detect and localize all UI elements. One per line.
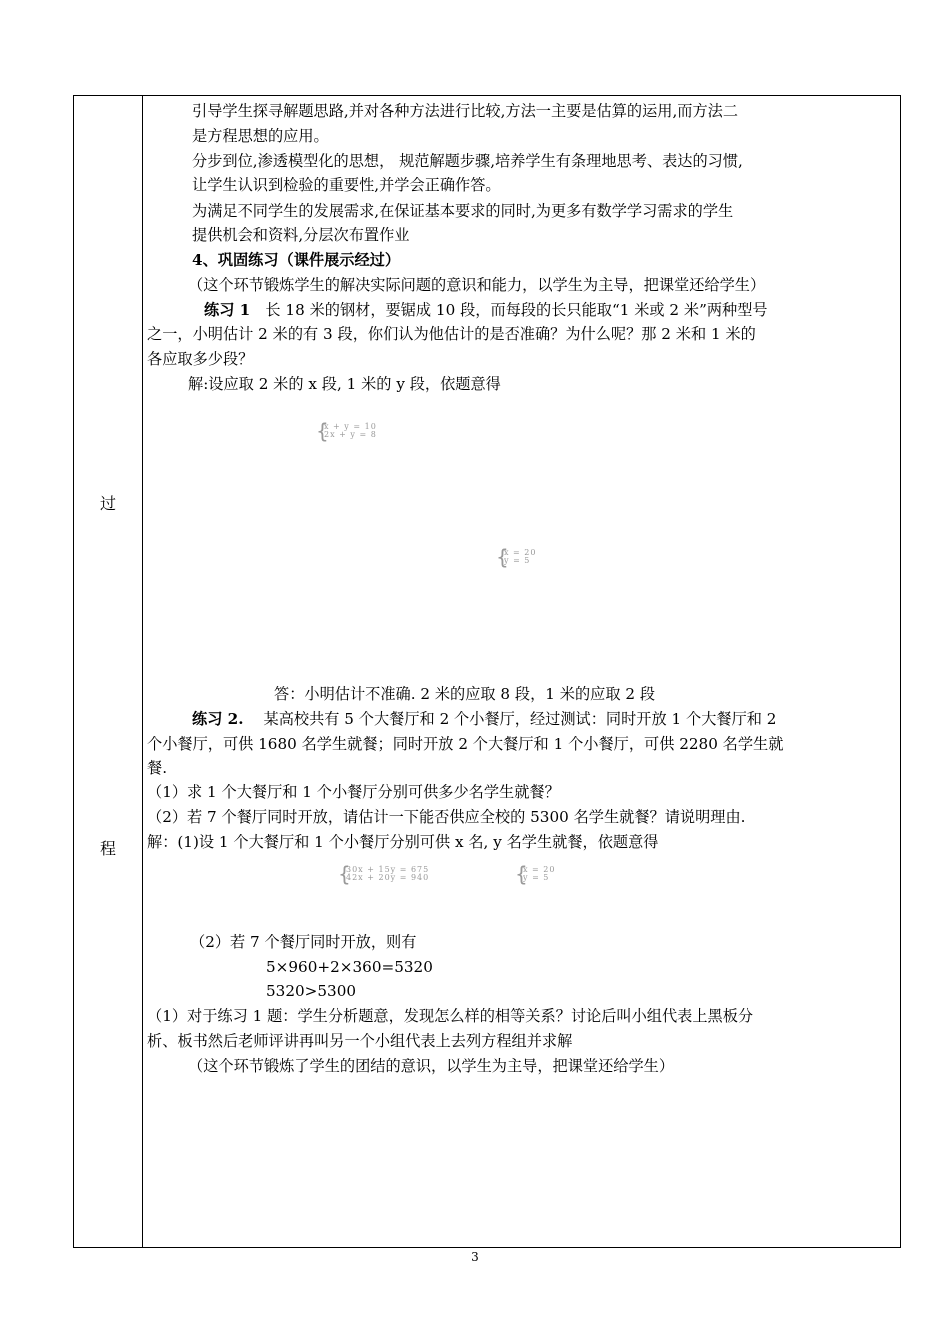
text-line: 各应取多少段？ bbox=[147, 350, 254, 368]
equation-row: 42x + 20y = 940 bbox=[346, 873, 430, 882]
calculation-line: 5×960+2×360=5320 bbox=[266, 958, 433, 976]
text-line: 餐. bbox=[147, 759, 168, 777]
equation-system-1 bbox=[316, 419, 436, 443]
text-line: （这个环节锻炼学生的解决实际问题的意识和能力，以学生为主导，把课堂还给学生） bbox=[188, 276, 766, 294]
equation-row: y = 5 bbox=[523, 873, 550, 882]
text-line: （1）对于练习 1 题：学生分析题意，发现怎么样的相等关系？讨论后叫小组代表上黑板分 bbox=[147, 1007, 754, 1025]
text-line: 让学生认识到检验的重要性,并学会正确作答。 bbox=[192, 176, 501, 194]
lesson-table bbox=[73, 95, 901, 1248]
brace-icon: { bbox=[316, 419, 330, 443]
text-line: 解：(1)设 1 个大餐厅和 1 个小餐厅分别可供 x 名, y 名学生就餐，依题意得 bbox=[147, 833, 659, 851]
text-line: 析、板书然后老师评讲再叫另一个小组代表上去列方程组并求解 bbox=[147, 1032, 573, 1050]
text-line: 引导学生探寻解题思路,并对各种方法进行比较,方法一主要是估算的运用,而方法二 bbox=[192, 102, 739, 120]
equation-row: 2x + y = 8 bbox=[324, 430, 377, 439]
exercise-1-intro bbox=[204, 300, 768, 320]
brace-icon: { bbox=[496, 545, 510, 569]
content-cell bbox=[142, 96, 900, 1247]
equation-row: x + y = 10 bbox=[324, 422, 377, 431]
text-line: （2）若 7 个餐厅同时开放，请估计一下能否供应全校的 5300 名学生就餐？请说明理由. bbox=[147, 808, 746, 826]
text-line: 之一，小明估计 2 米的有 3 段，你们认为他估计的是否准确？为什么呢？那 2 米和 1 米的 bbox=[147, 325, 756, 343]
exercise-2-label: 练习 2. bbox=[192, 710, 244, 728]
equation-row: y = 5 bbox=[504, 556, 531, 565]
exercise-2-text: 某高校共有 5 个大餐厅和 2 个小餐厅，经过测试：同时开放 1 个大餐厅和 2 bbox=[243, 710, 777, 728]
exercise-1-label: 练习 1 bbox=[204, 301, 251, 319]
equation-row: x = 20 bbox=[523, 865, 556, 874]
equation-row: 30x + 15y = 675 bbox=[346, 865, 430, 874]
text-line: （2）若 7 个餐厅同时开放，则有 bbox=[190, 933, 417, 951]
equation-solution-1 bbox=[496, 545, 596, 569]
text-line: 提供机会和资料,分层次布置作业 bbox=[192, 226, 410, 244]
calculation-line: 5320>5300 bbox=[266, 982, 357, 1000]
text-line: 为满足不同学生的发展需求,在保证基本要求的同时,为更多有数学学习需求的学生 bbox=[192, 202, 734, 220]
equation-system-2 bbox=[338, 862, 508, 886]
equation-solution-2 bbox=[515, 862, 605, 886]
side-label-column bbox=[74, 96, 143, 1247]
section-heading: 4、巩固练习（课件展示经过） bbox=[192, 251, 401, 269]
text-line: （1）求 1 个大餐厅和 1 个小餐厅分别可供多少名学生就餐？ bbox=[147, 783, 560, 801]
text-line: 个小餐厅，可供 1680 名学生就餐；同时开放 2 个大餐厅和 1 个小餐厅，可供 2280 名学生就 bbox=[147, 735, 784, 753]
text-line: 分步到位,渗透模型化的思想， 规范解题步骤,培养学生有条理地思考、表达的习惯, bbox=[192, 152, 743, 170]
side-label-guo: 过 bbox=[99, 494, 116, 513]
text-line: （这个环节锻炼了学生的团结的意识，以学生为主导，把课堂还给学生） bbox=[188, 1057, 674, 1075]
brace-icon: { bbox=[338, 862, 352, 886]
text-line: 解:设应取 2 米的 x 段, 1 米的 y 段，依题意得 bbox=[188, 375, 501, 393]
equation-row: x = 20 bbox=[504, 548, 537, 557]
exercise-2-intro bbox=[192, 709, 776, 729]
brace-icon: { bbox=[515, 862, 529, 886]
side-label-cheng: 程 bbox=[99, 839, 116, 858]
page-number: 3 bbox=[471, 1250, 479, 1264]
answer-line: 答：小明估计不准确. 2 米的应取 8 段，1 米的应取 2 段 bbox=[274, 685, 656, 703]
text-line: 是方程思想的应用。 bbox=[192, 127, 329, 145]
exercise-1-text: 长 18 米的钢材，要锯成 10 段，而每段的长只能取“1 米或 2 米”两种型号 bbox=[250, 301, 768, 319]
